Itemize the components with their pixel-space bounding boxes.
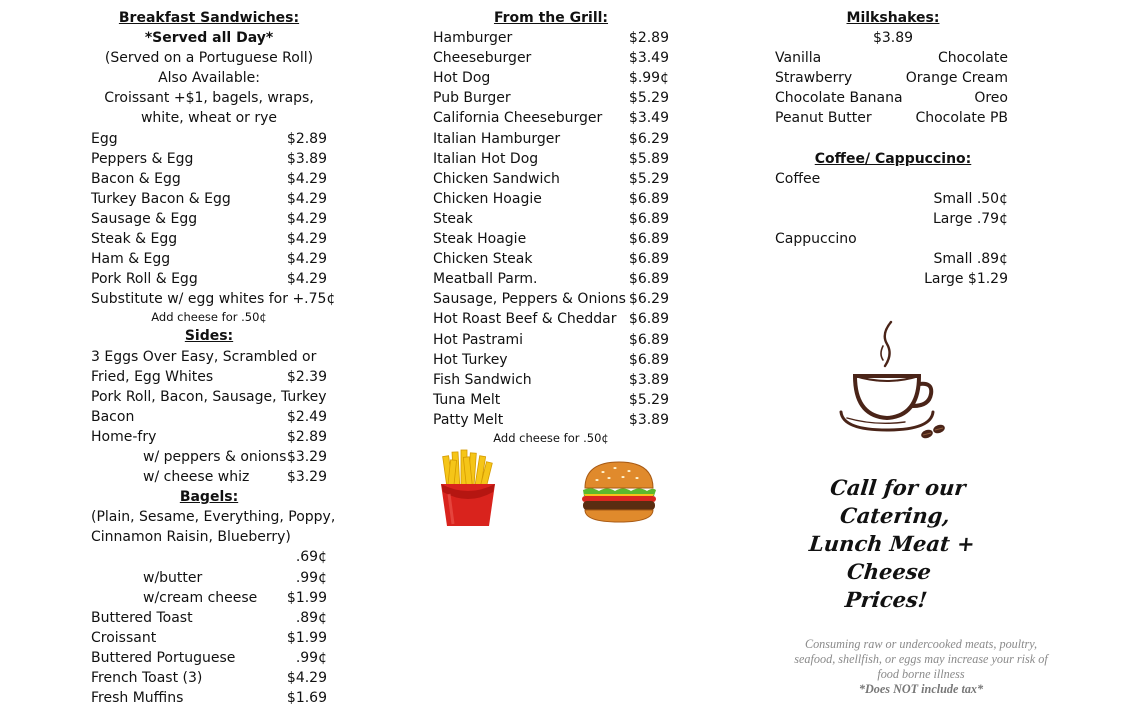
menu-item — [91, 648, 327, 668]
item-price: $4.29 — [286, 231, 327, 248]
menu-item — [433, 129, 669, 149]
menu-item — [91, 608, 327, 628]
item-price: $2.39 — [286, 368, 327, 385]
disclaimer-line-2: seafood, shellfish, or eggs may increase your risk of — [794, 652, 1048, 666]
tax-note: *Does NOT include tax* — [858, 682, 984, 696]
menu-item — [91, 229, 327, 249]
item-price: $5.29 — [628, 170, 669, 187]
item-name: Steak — [433, 210, 473, 227]
menu-item — [433, 269, 669, 289]
item-price: $6.89 — [628, 271, 669, 288]
item-price: $6.29 — [628, 130, 669, 147]
menu-item — [91, 668, 327, 688]
also-available: Also Available: — [158, 70, 260, 87]
food-images — [433, 448, 669, 532]
item-name: California Cheeseburger — [433, 110, 603, 127]
item-name: Turkey Bacon & Egg — [91, 190, 231, 207]
item-price: $4.29 — [286, 190, 327, 207]
item-price: $3.49 — [628, 50, 669, 67]
sides-title: Sides: — [184, 328, 234, 345]
menu-item — [433, 410, 669, 430]
flavor-row — [775, 68, 1011, 88]
item-price: $4.29 — [286, 271, 327, 288]
item-price: $6.89 — [628, 210, 669, 227]
flavor: Strawberry — [775, 70, 853, 87]
bread-options-1: Croissant +$1, bagels, wraps, — [104, 90, 314, 107]
item-price: .99¢ — [295, 569, 327, 586]
cappuccino-label: Cappuccino — [775, 231, 857, 248]
menu-item — [91, 628, 327, 648]
item-price: $3.89 — [286, 150, 327, 167]
milkshakes-title: Milkshakes: — [846, 10, 940, 26]
coffee-title: Coffee/ Cappuccino: — [814, 150, 972, 167]
item-name: Bacon — [91, 408, 135, 425]
milkshake-price: $3.89 — [872, 30, 914, 47]
menu-item — [91, 209, 327, 229]
menu-item — [91, 149, 327, 169]
menu-item — [91, 407, 327, 427]
flavor: Chocolate PB — [915, 110, 1008, 127]
item-name: Hamburger — [433, 30, 513, 47]
item-price: $5.29 — [628, 391, 669, 408]
menu-item — [91, 447, 327, 467]
menu-item — [433, 108, 669, 128]
disclaimer-line-3: food borne illness — [877, 667, 965, 681]
menu-item — [91, 427, 327, 447]
coffee-small: Small .50¢ — [933, 190, 1008, 207]
catering-line-3: Prices! — [843, 587, 929, 612]
bagels-title: Bagels: — [179, 489, 239, 506]
item-price: .89¢ — [295, 609, 327, 626]
item-name: French Toast (3) — [91, 670, 203, 686]
item-price: $4.29 — [286, 210, 327, 227]
item-name: Hot Pastrami — [433, 331, 524, 348]
disclaimer-line-1: Consuming raw or undercooked meats, poultry, — [804, 637, 1038, 651]
item-name: Bacon & Egg — [91, 170, 181, 187]
menu-item — [91, 189, 327, 209]
item-price: $6.89 — [628, 231, 669, 248]
item-price: $5.29 — [628, 90, 669, 107]
flavor: Chocolate — [937, 50, 1008, 67]
hamburger-icon — [579, 458, 659, 526]
flavor-row — [775, 48, 1011, 68]
item-price: $3.29 — [286, 448, 327, 465]
item-price: $5.89 — [628, 150, 669, 167]
menu-item — [433, 88, 669, 108]
item-name: Egg — [91, 130, 118, 147]
item-name: Pub Burger — [433, 90, 511, 107]
menu-item — [91, 269, 327, 289]
item-name: Tuna Melt — [433, 391, 501, 408]
cappuccino-large: Large $1.29 — [924, 271, 1008, 288]
bread-options-2: white, wheat or rye — [140, 110, 278, 127]
item-price: $2.89 — [286, 428, 327, 445]
item-name: Fish Sandwich — [433, 371, 532, 388]
item-price: $1.99 — [286, 629, 327, 646]
item-price: $6.89 — [628, 351, 669, 368]
menu-item — [433, 28, 669, 48]
item-price: $1.69 — [286, 690, 327, 707]
item-name: Italian Hamburger — [433, 130, 561, 147]
item-name: Sausage & Egg — [91, 210, 198, 227]
menu-item — [91, 129, 327, 149]
item-name: Chicken Sandwich — [433, 170, 560, 187]
grill-column — [433, 8, 669, 447]
catering-line-1: Call for our Catering, — [828, 475, 967, 528]
item-name: Ham & Egg — [91, 251, 171, 268]
served-all-day: *Served all Day* — [144, 30, 274, 47]
flavor: Peanut Butter — [775, 110, 872, 127]
item-name: Italian Hot Dog — [433, 150, 539, 167]
item-price: $6.29 — [628, 291, 669, 308]
item-price: $2.89 — [628, 30, 669, 47]
flavor: Chocolate Banana — [775, 90, 903, 107]
menu-item — [433, 309, 669, 329]
item-name: Fresh Muffins — [91, 690, 184, 707]
grill-title: From the Grill: — [493, 10, 609, 26]
flavor: Vanilla — [775, 50, 822, 67]
menu-item — [433, 370, 669, 390]
item-name: Home-fry — [91, 428, 157, 445]
menu-item — [433, 390, 669, 410]
item-name: Sausage, Peppers & Onions — [433, 291, 626, 308]
catering-callout — [763, 474, 1022, 614]
catering-line-2: Lunch Meat + Cheese — [807, 531, 977, 584]
coffee-large: Large .79¢ — [932, 210, 1008, 227]
health-disclaimer — [776, 637, 1066, 697]
breakfast-column — [91, 8, 336, 708]
menu-item — [91, 249, 327, 269]
item-name: Chicken Hoagie — [433, 190, 542, 207]
menu-item — [91, 169, 327, 189]
item-price: $6.89 — [628, 331, 669, 348]
item-price: $3.29 — [286, 469, 327, 486]
item-price: $3.89 — [628, 411, 669, 428]
cheese-note: Add cheese for .50¢ — [151, 310, 267, 325]
item-price: $4.29 — [286, 251, 327, 268]
item-price: $3.49 — [628, 110, 669, 127]
item-name: w/butter — [143, 569, 203, 586]
item-price: $6.89 — [628, 190, 669, 207]
drinks-column — [775, 8, 1011, 289]
item-price: $2.89 — [286, 130, 327, 147]
coffee-label: Coffee — [775, 170, 821, 187]
menu-item — [433, 48, 669, 68]
item-name: Croissant — [91, 629, 157, 646]
french-fries-icon — [435, 448, 501, 528]
menu-item — [91, 467, 327, 487]
pork-line-1: Pork Roll, Bacon, Sausage, Turkey — [91, 388, 327, 405]
item-price: $1.99 — [286, 589, 327, 606]
menu-item — [433, 350, 669, 370]
spacer — [775, 129, 1011, 149]
item-name: w/ cheese whiz — [143, 469, 250, 486]
item-price: $.99¢ — [628, 70, 669, 87]
menu-item — [433, 209, 669, 229]
item-price: .69¢ — [295, 549, 327, 566]
menu-item — [433, 229, 669, 249]
item-price: $6.89 — [628, 311, 669, 328]
item-name: Hot Roast Beef & Cheddar — [433, 311, 617, 328]
menu-item — [433, 189, 669, 209]
flavor: Oreo — [974, 90, 1008, 107]
item-name: Patty Melt — [433, 411, 504, 428]
bagel-types-2: Cinnamon Raisin, Blueberry) — [91, 529, 291, 546]
menu-item — [91, 688, 327, 708]
item-name: Buttered Portuguese — [91, 649, 236, 666]
menu-item — [91, 367, 327, 387]
flavor: Orange Cream — [905, 70, 1008, 87]
menu-item — [91, 547, 327, 567]
menu-item — [433, 68, 669, 88]
breakfast-title: Breakfast Sandwiches: — [118, 10, 300, 26]
item-name: Hot Turkey — [433, 351, 508, 368]
flavor-row — [775, 88, 1011, 108]
item-name: Cheeseburger — [433, 50, 532, 67]
item-name: Pork Roll & Egg — [91, 271, 198, 288]
roll-note: (Served on a Portuguese Roll) — [104, 50, 314, 67]
menu-item — [433, 149, 669, 169]
menu-item — [433, 330, 669, 350]
menu-item — [433, 169, 669, 189]
cappuccino-small: Small .89¢ — [933, 251, 1008, 268]
item-name: Peppers & Egg — [91, 150, 194, 167]
menu-item — [91, 568, 327, 588]
item-name: Steak & Egg — [91, 231, 178, 248]
menu-item — [433, 249, 669, 269]
menu-item — [433, 289, 669, 309]
item-price: $4.29 — [286, 670, 327, 686]
flavor-row — [775, 108, 1011, 128]
item-name: Hot Dog — [433, 70, 491, 87]
grill-cheese-note: Add cheese for .50¢ — [493, 430, 609, 445]
item-name: Buttered Toast — [91, 609, 193, 626]
item-name: Fried, Egg Whites — [91, 368, 214, 385]
item-name: Meatball Parm. — [433, 271, 538, 288]
item-price: $3.89 — [628, 371, 669, 388]
coffee-cup-icon — [835, 318, 947, 442]
item-name: Steak Hoagie — [433, 231, 527, 248]
eggs-line-1: 3 Eggs Over Easy, Scrambled or — [91, 348, 317, 365]
item-name: w/ peppers & onions — [143, 448, 287, 465]
item-price: $2.49 — [286, 408, 327, 425]
bagel-types-1: (Plain, Sesame, Everything, Poppy, — [91, 509, 336, 526]
item-price: .99¢ — [295, 649, 327, 666]
item-price: $4.29 — [286, 170, 327, 187]
egg-white-substitute: Substitute w/ egg whites for +.75¢ — [91, 291, 336, 308]
item-name: Chicken Steak — [433, 251, 533, 268]
item-name: w/cream cheese — [143, 589, 258, 606]
item-price: $6.89 — [628, 251, 669, 268]
menu-item — [91, 588, 327, 608]
